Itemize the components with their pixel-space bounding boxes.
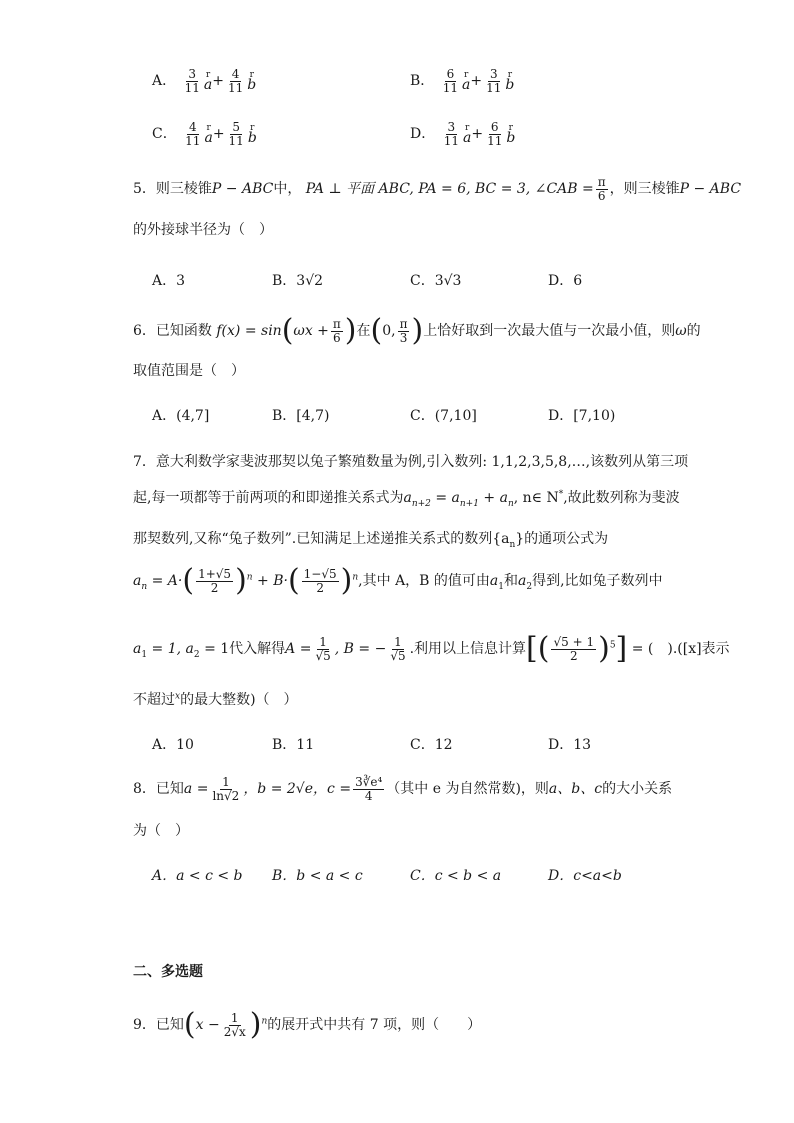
vector-b: r b	[506, 122, 516, 146]
q6-option-d: D．[7,10)	[548, 408, 616, 424]
q8-option-b: B．b < a < c	[272, 868, 363, 884]
q7-line-2: 起,每一项都等于前两项的和即递推关系式为$a_{n+2} = a_{n+1} + a_n$, n∈ N*,故此数列称为斐波	[133, 489, 680, 509]
fraction: $\frac{1+√5}{2}$	[198, 566, 232, 595]
q7-line-1: 7．意大利数学家斐波那契以兔子繁殖数量为例,引入数列: 1,1,2,3,5,8,…,该数列从第三项	[133, 454, 689, 470]
fraction: $\frac{5}{11}$	[228, 120, 244, 148]
q6-line-1: 6．已知函数 f(x) = sin(ωx + $\frac{\pi}{6}$ )在(0, $\frac{\pi}{3}$ )上恰好取到一次最大值与一次最小值，则ω的	[133, 313, 701, 348]
q5-option-d: D．6	[548, 273, 583, 289]
q8-option-d: D．c<a<b	[548, 868, 622, 884]
vector-a: r a	[462, 122, 472, 146]
fraction: $\frac{\pi}{6}$	[597, 175, 606, 203]
fraction: $\frac{1}{√5}$	[315, 634, 331, 663]
vector-b: r b	[505, 69, 515, 93]
fraction: $\frac{\pi}{6}$	[332, 316, 341, 345]
q4-option-c: C． $\frac{4}{11}$ r a + $\frac{5}{11}$ r b	[152, 120, 257, 148]
q5-option-b: B．3√2	[272, 273, 324, 289]
q6-option-c: C．(7,10]	[410, 408, 477, 424]
fraction: $\frac{1}{2√x}$	[223, 1010, 246, 1039]
fraction: $\frac{3}{11}$	[443, 120, 459, 148]
q4-option-d: D． $\frac{3}{11}$ r a + $\frac{6}{11}$ r b	[410, 120, 516, 148]
fraction: $\frac{1-√5}{2}$	[303, 566, 337, 595]
q8-line-1: 8．已知a = $\frac{1}{\ln√2}$ ，b = 2√e，c = $\frac{\text{3∛e⁴}}{4}$ （其中 e 为自然常数)，则a、b、c的大小关系	[133, 775, 673, 803]
q5-line-2: 的外接球半径为（ ）	[133, 222, 273, 238]
q6-line-2: 取值范围是（ ）	[133, 363, 245, 379]
q6-option-b: B．[4,7)	[272, 408, 330, 424]
q7-line-3: 那契数列,又称“兔子数列”.已知满足上述递推关系式的数列$\{a_n\}$的通项公式为	[133, 531, 609, 550]
vector-a: r a	[203, 69, 213, 93]
section-heading: 二、多选题	[133, 964, 203, 980]
fraction: $\frac{3}{11}$	[184, 67, 200, 95]
q7-formula-line: $a_n = A\cdot$( $\frac{1+√5}{2}$ )$^n$ + B·( $\frac{1-√5}{2}$ )$^n$,其中 A，B 的值可由$a_1$和$a_2$得到,比如兔子数列中	[133, 563, 663, 598]
q4-option-a: A． $\frac{3}{11}$ r a + $\frac{4}{11}$ r b	[152, 67, 257, 95]
q7-option-a: A．10	[152, 737, 194, 753]
fraction: $\frac{6}{11}$	[487, 120, 503, 148]
q7-option-b: B．11	[272, 737, 315, 753]
fraction: $\frac{4}{11}$	[227, 67, 244, 95]
q8-option-a: A．a < c < b	[152, 868, 243, 884]
q8-option-c: C．c < b < a	[410, 868, 502, 884]
q6-option-a: A．(4,7]	[152, 408, 210, 424]
vector-a: r a	[462, 69, 471, 93]
q5-line-1: 5．则三棱锥P − ABC中， PA ⊥ 平面 ABC, PA = 6, BC = 3, ∠CAB = $\frac{\pi}{6}$ ，则三棱锥P − ABC	[133, 175, 742, 203]
fraction: $\frac{\pi}{3}$	[399, 316, 408, 345]
fraction: $\frac{3}{11}$	[486, 67, 502, 95]
fraction: $\frac{√5 + 1}{2}$	[553, 634, 595, 663]
fraction: $\frac{6}{11}$	[442, 67, 459, 95]
q5-option-a: A．3	[152, 273, 186, 289]
q4-option-b: B． $\frac{6}{11}$ r a + $\frac{3}{11}$ r b	[410, 67, 515, 95]
fraction: $\frac{\text{3∛e⁴}}{4}$	[355, 775, 383, 803]
q8-line-2: 为（ ）	[133, 823, 189, 839]
q5-option-c: C．3√3	[410, 273, 462, 289]
q7-option-c: C．12	[410, 737, 453, 753]
vector-a: r a	[204, 122, 213, 146]
q7-option-d: D．13	[548, 737, 592, 753]
fraction: $\frac{1}{\ln√2}$	[212, 775, 240, 803]
vector-b: r b	[247, 122, 257, 146]
fraction: $\frac{1}{√5}$	[390, 634, 406, 663]
q7-line-6: 不超过$^x$的最大整数)（ ）	[133, 691, 298, 708]
vector-b: r b	[247, 69, 257, 93]
q9-line-1: 9．已知(x − $\frac{1}{2√x}$ )$^n$的展开式中共有 7 项，则（ ）	[133, 1007, 482, 1042]
fraction: $\frac{4}{11}$	[185, 120, 201, 148]
q7-line-5: $a_1 = 1$, $a_2 = 1$代入解得A = $\frac{1}{√5}$ , B = − $\frac{1}{√5}$ .利用以上信息计算[( $\frac{√5 + 1}{2}$ )$^5$] = ( ).([x]表示	[133, 631, 730, 666]
